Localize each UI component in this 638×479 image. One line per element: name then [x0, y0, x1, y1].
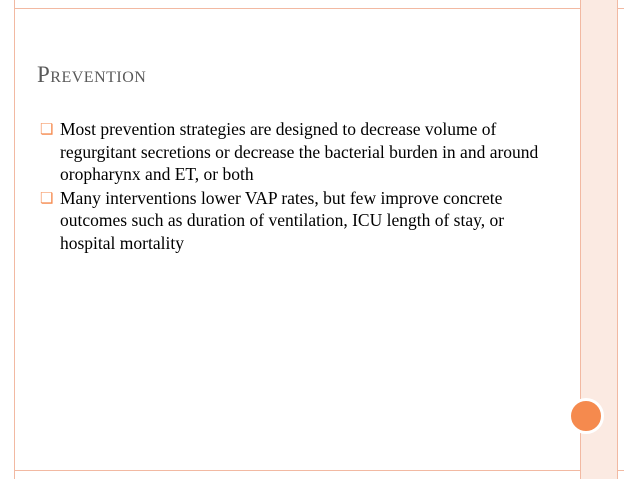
hollow-square-bullet-icon: ❏: [40, 122, 54, 138]
frame-left-line: [14, 0, 15, 479]
frame-top-line: [14, 8, 624, 9]
frame-bottom-line: [14, 470, 624, 471]
bullet-text: Most prevention strategies are designed to decrease volume of regurgitant secretions or decrease the bacterial burden in and around oropharynx and ET, or both: [60, 119, 539, 184]
bullet-list: [40, 118, 540, 255]
slide-title: Prevention: [37, 62, 147, 87]
bullet-text: Many interventions lower VAP rates, but few improve concrete outcomes such as duration of ventilation, ICU length of stay, or hospital mortality: [60, 187, 505, 253]
bullet-item: [40, 118, 540, 186]
bullet-item: [40, 187, 540, 255]
hollow-square-bullet-icon: ❏: [40, 190, 54, 207]
accent-circle: [568, 398, 604, 434]
